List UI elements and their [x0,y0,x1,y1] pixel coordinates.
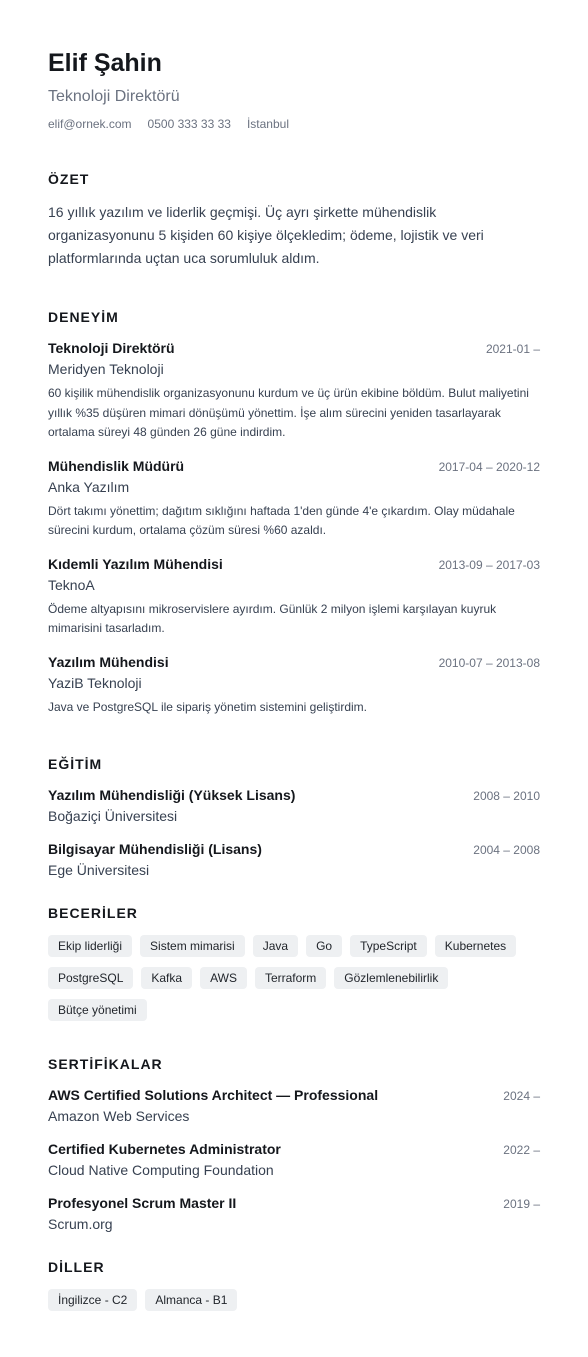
certification-item [48,1194,540,1234]
skill-chip: AWS [200,967,247,989]
skill-chip: TypeScript [350,935,427,957]
certification-issuer: Amazon Web Services [48,1108,190,1124]
skill-chip: Sistem mimarisi [140,935,245,957]
certifications-section [48,1055,540,1234]
section-heading: DENEYİM [48,309,119,325]
job-title: Teknoloji Direktörü [48,88,180,105]
languages-list [48,1289,540,1311]
skill-chip: Kubernetes [435,935,516,957]
resume [48,46,540,1311]
section-heading: BECERİLER [48,905,138,921]
certification-item [48,1086,540,1126]
experience-date: 2017-04 – 2020-12 [438,459,540,474]
degree-title: Yazılım Mühendisliği (Yüksek Lisans) [48,787,296,803]
experience-title: Teknoloji Direktörü [48,340,175,356]
experience-company: Anka Yazılım [48,478,130,495]
experience-title: Mühendislik Müdürü [48,457,185,474]
section-heading: EĞİTİM [48,756,103,772]
skill-chip: Java [253,935,298,957]
email: elif@ornek.com [48,117,132,131]
experience-item [48,339,540,443]
experience-company: TeknoA [48,576,95,593]
language-chip: Almanca - B1 [145,1289,237,1311]
skill-chip: Terraform [255,967,326,989]
person-name: Elif Şahin [48,49,162,77]
experience-company: YaziB Teknoloji [48,674,142,691]
education-item [48,840,540,880]
experience-date: 2010-07 – 2013-08 [438,655,540,670]
skills-section [48,904,540,1021]
degree-title: Bilgisayar Mühendisliği (Lisans) [48,841,262,857]
certification-title: Certified Kubernetes Administrator [48,1141,281,1157]
experience-item [48,653,540,718]
certification-title: Profesyonel Scrum Master II [48,1195,237,1211]
city: İstanbul [246,117,289,131]
section-heading: DİLLER [48,1259,105,1275]
experience-date: 2013-09 – 2017-03 [438,557,540,572]
phone: 0500 333 33 33 [147,117,231,131]
school-name: Ege Üniversitesi [48,862,150,878]
skill-chip: Go [306,935,342,957]
certification-date: 2019 – [503,1197,540,1211]
section-heading: SERTİFİKALAR [48,1056,163,1072]
contact-info [48,116,540,132]
school-name: Boğaziçi Üniversitesi [48,808,178,824]
certification-issuer: Scrum.org [48,1216,113,1232]
skill-chip: Kafka [141,967,192,989]
experience-description: Ödeme altyapısını mikroservislere ayırdım. Günlük 2 milyon işlemi karşılayan kuyruk mimarisini tasarladım. [48,601,497,635]
language-chip: İngilizce - C2 [48,1289,137,1311]
certification-title: AWS Certified Solutions Architect — Professional [48,1087,379,1103]
education-section [48,755,540,880]
experience-item [48,457,540,541]
education-date: 2008 – 2010 [473,789,540,803]
summary-section [48,170,540,270]
experience-description: Java ve PostgreSQL ile sipariş yönetim sistemini geliştirdim. [48,699,368,714]
education-item [48,786,540,826]
experience-company: Meridyen Teknoloji [48,361,164,377]
skill-chip: Bütçe yönetimi [48,999,147,1021]
experience-description: 60 kişilik mühendislik organizasyonunu kurdum ve üç ürün ekibine böldüm. Bulut maliyetini yıllık %35 düşüren mimari dönüşümü yönettim. İşe alım sürecini yeniden tasarlayarak ortalama süreyi 48 günden 26 güne indirdim. [48,386,529,439]
section-heading: ÖZET [48,171,90,187]
certification-date: 2024 – [503,1089,540,1103]
languages-section [48,1258,540,1311]
skills-list [48,935,540,1021]
skill-chip: Ekip liderliği [48,935,132,957]
certification-issuer: Cloud Native Computing Foundation [48,1162,274,1178]
skill-chip: Gözlemlenebilirlik [334,967,448,989]
experience-date: 2021-01 – [485,342,540,356]
skill-chip: PostgreSQL [48,967,133,989]
experience-item [48,555,540,639]
experience-description: Dört takımı yönettim; dağıtım sıklığını haftada 1'den günde 4'e çıkardım. Olay müdahale sürecini kurdum, ortalama çözüm süresi %60 azaldı. [48,503,515,537]
experience-title: Kıdemli Yazılım Mühendisi [48,555,223,572]
experience-section [48,308,540,717]
certification-item [48,1140,540,1180]
experience-title: Yazılım Mühendisi [48,653,169,670]
certification-date: 2022 – [503,1143,540,1157]
education-date: 2004 – 2008 [473,843,540,857]
summary-text: 16 yıllık yazılım ve liderlik geçmişi. Üç ayrı şirkette mühendislik organizasyonunu 5 kişiden 60 kişiye ölçekledim; ödeme, lojistik ve veri platformlarında uçtan uca sorumluluk aldım. [48,204,484,266]
